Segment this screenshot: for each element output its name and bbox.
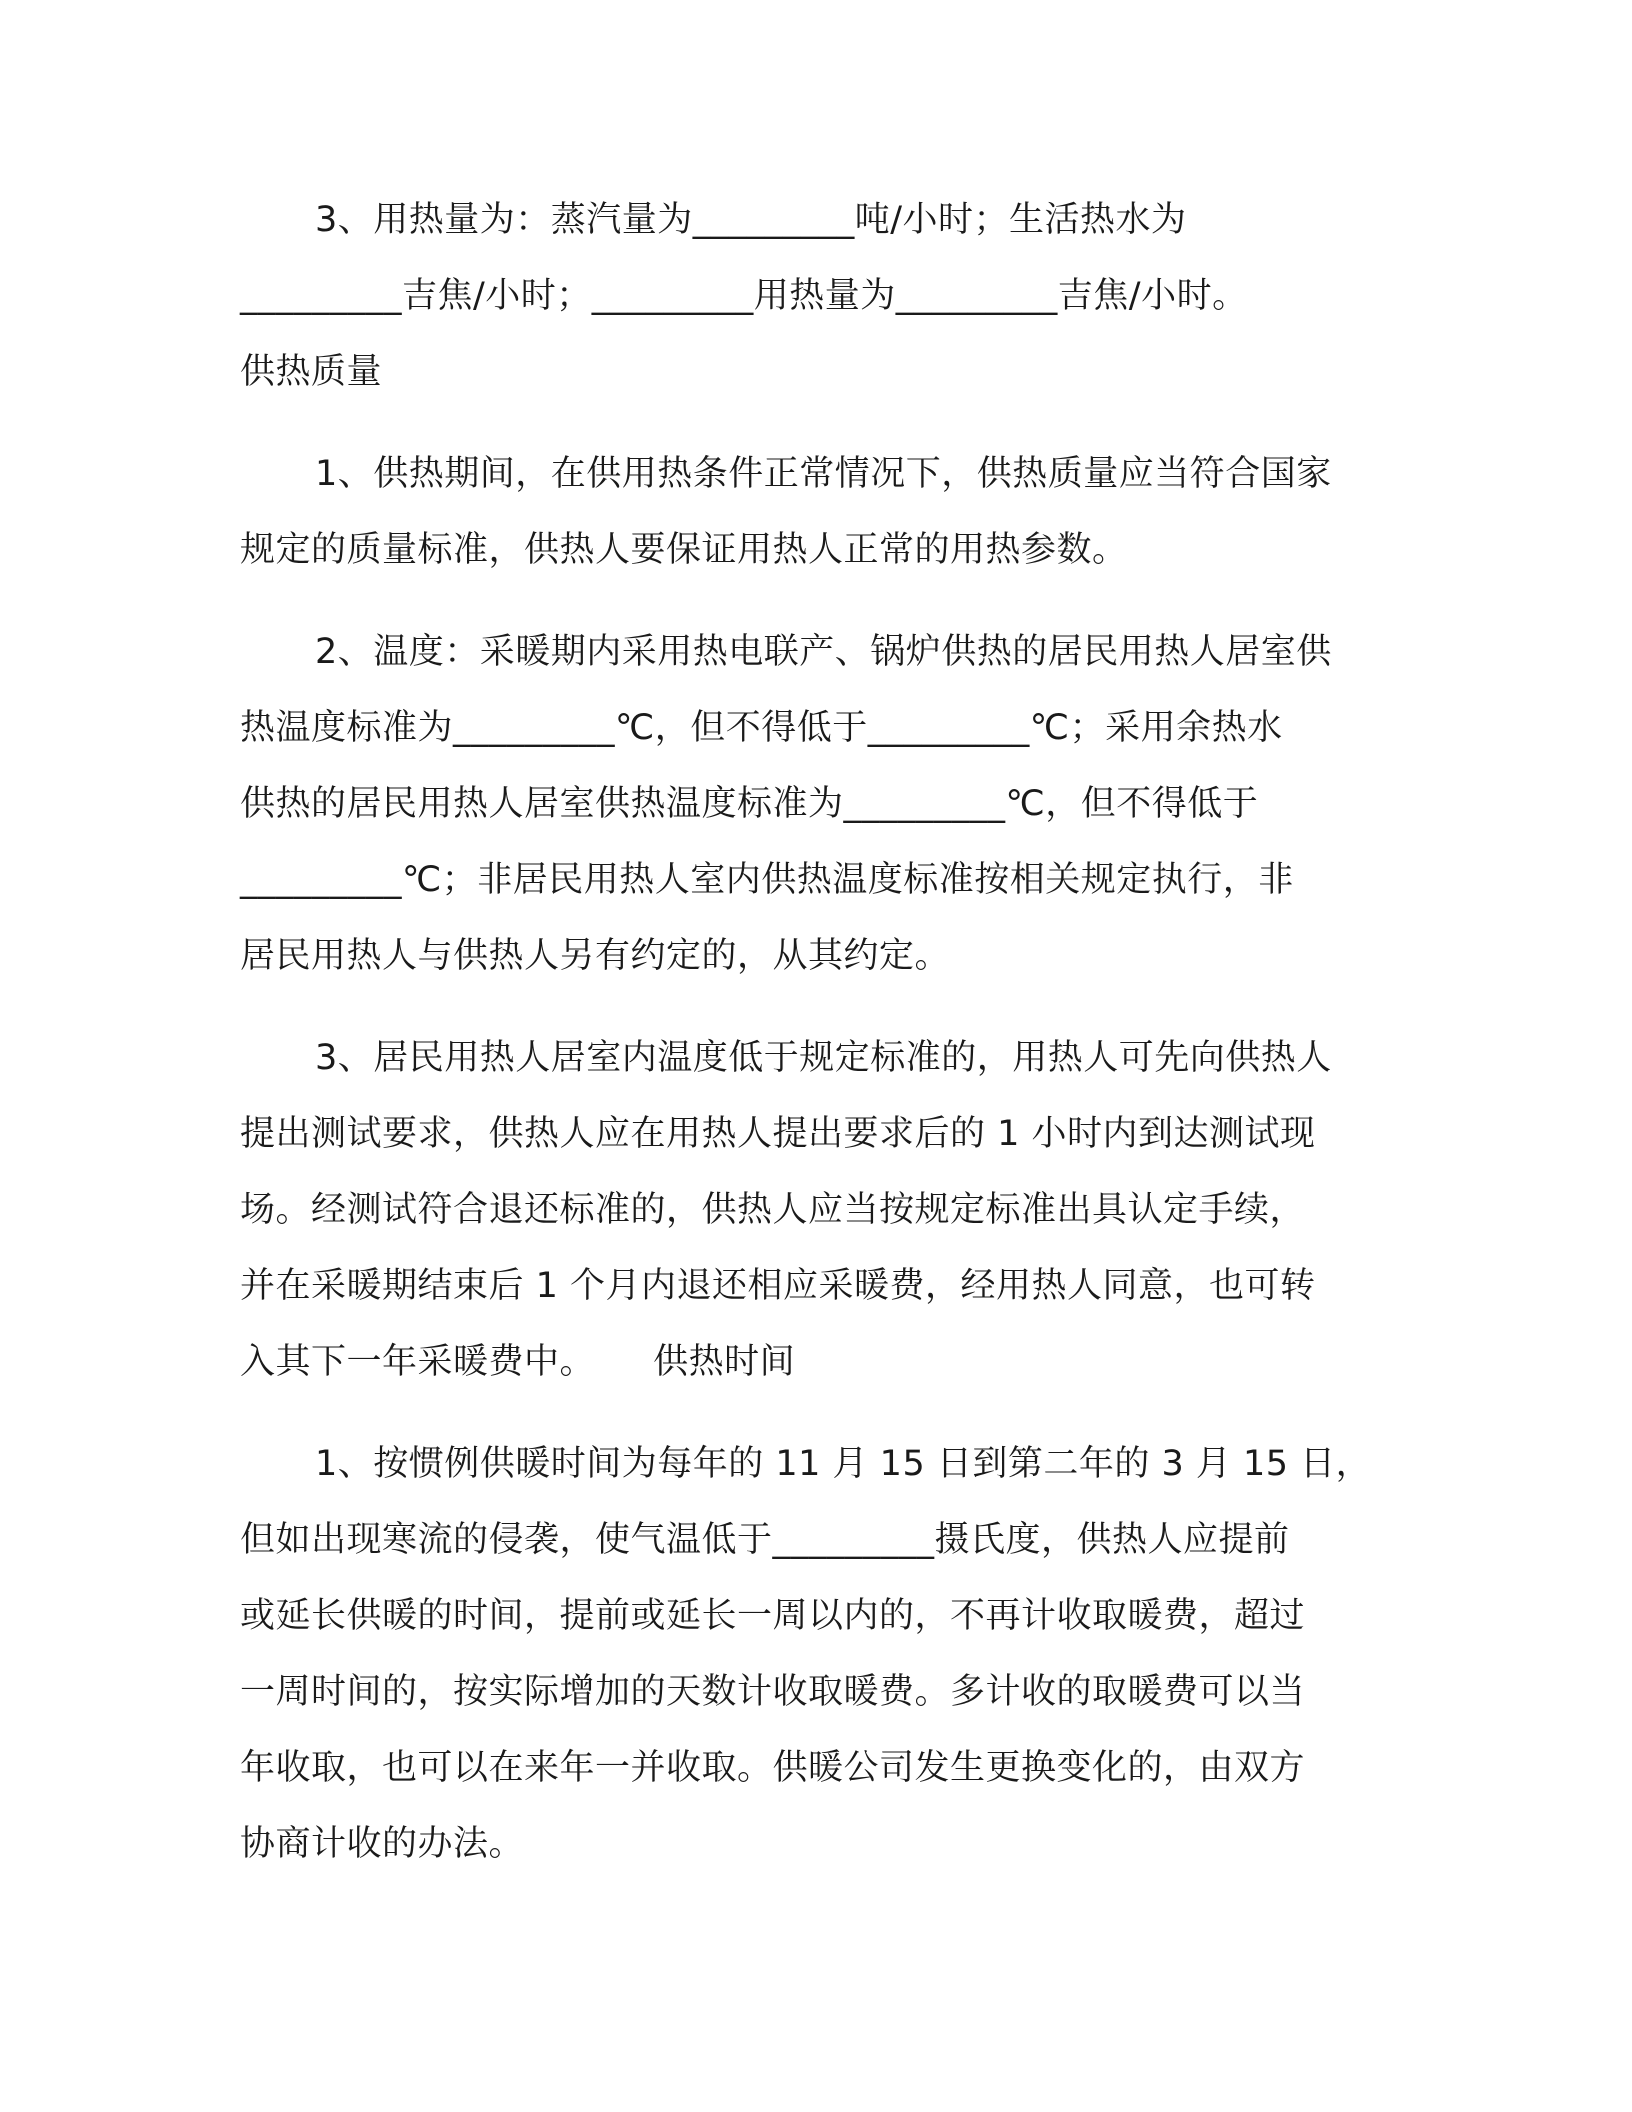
- para-quality-1-line-2: 规定的质量标准，供热人要保证用热人正常的用热参数。: [240, 530, 1128, 570]
- para-temperature-line-1: 2、温度：采暖期内采用热电联产、锅炉供热的居民用热人居室供: [315, 632, 1332, 672]
- para-refund-line-1: 3、居民用热人居室内温度低于规定标准的，用热人可先向供热人: [315, 1038, 1332, 1078]
- para-heating-time-line-5: 年收取，也可以在来年一并收取。供暖公司发生更换变化的，由双方: [240, 1748, 1306, 1788]
- para-quality-1-line-1: 1、供热期间，在供用热条件正常情况下，供热质量应当符合国家: [315, 454, 1332, 494]
- para-heating-time-line-3: 或延长供暖的时间，提前或延长一周以内的，不再计收取暖费，超过: [240, 1596, 1306, 1636]
- para-heat-usage-line-1: 3、用热量为：蒸汽量为_________吨/小时；生活热水为: [315, 200, 1187, 240]
- para-temperature-line-2: 热温度标准为_________℃，但不得低于_________℃；采用余热水: [240, 708, 1283, 748]
- para-temperature-line-3: 供热的居民用热人居室供热温度标准为_________℃，但不得低于: [240, 784, 1259, 824]
- para-temperature-line-5: 居民用热人与供热人另有约定的，从其约定。: [240, 936, 951, 976]
- para-refund-line-2: 提出测试要求，供热人应在用热人提出要求后的 1 小时内到达测试现: [240, 1114, 1316, 1154]
- para-heating-time-line-2: 但如出现寒流的侵袭，使气温低于_________摄氏度，供热人应提前: [240, 1520, 1290, 1560]
- para-refund-line-4: 并在采暖期结束后 1 个月内退还相应采暖费，经用热人同意，也可转: [240, 1266, 1316, 1306]
- para-heat-usage-line-2: _________吉焦/小时；_________用热量为_________吉焦/小时。: [240, 276, 1248, 316]
- para-refund-line-3: 场。经测试符合退还标准的，供热人应当按规定标准出具认定手续，: [240, 1190, 1306, 1230]
- para-heating-time-line-6: 协商计收的办法。: [240, 1824, 525, 1864]
- para-refund-line-5-with-heading-heating-time: 入其下一年采暖费中。 供热时间: [240, 1342, 796, 1382]
- para-heating-time-line-4: 一周时间的，按实际增加的天数计收取暖费。多计收的取暖费可以当: [240, 1672, 1306, 1712]
- para-heating-time-line-1: 1、按惯例供暖时间为每年的 11 月 15 日到第二年的 3 月 15 日，: [315, 1444, 1372, 1484]
- para-temperature-line-4: _________℃；非居民用热人室内供热温度标准按相关规定执行，非: [240, 860, 1294, 900]
- section-heading-heating-quality: 供热质量: [240, 352, 383, 392]
